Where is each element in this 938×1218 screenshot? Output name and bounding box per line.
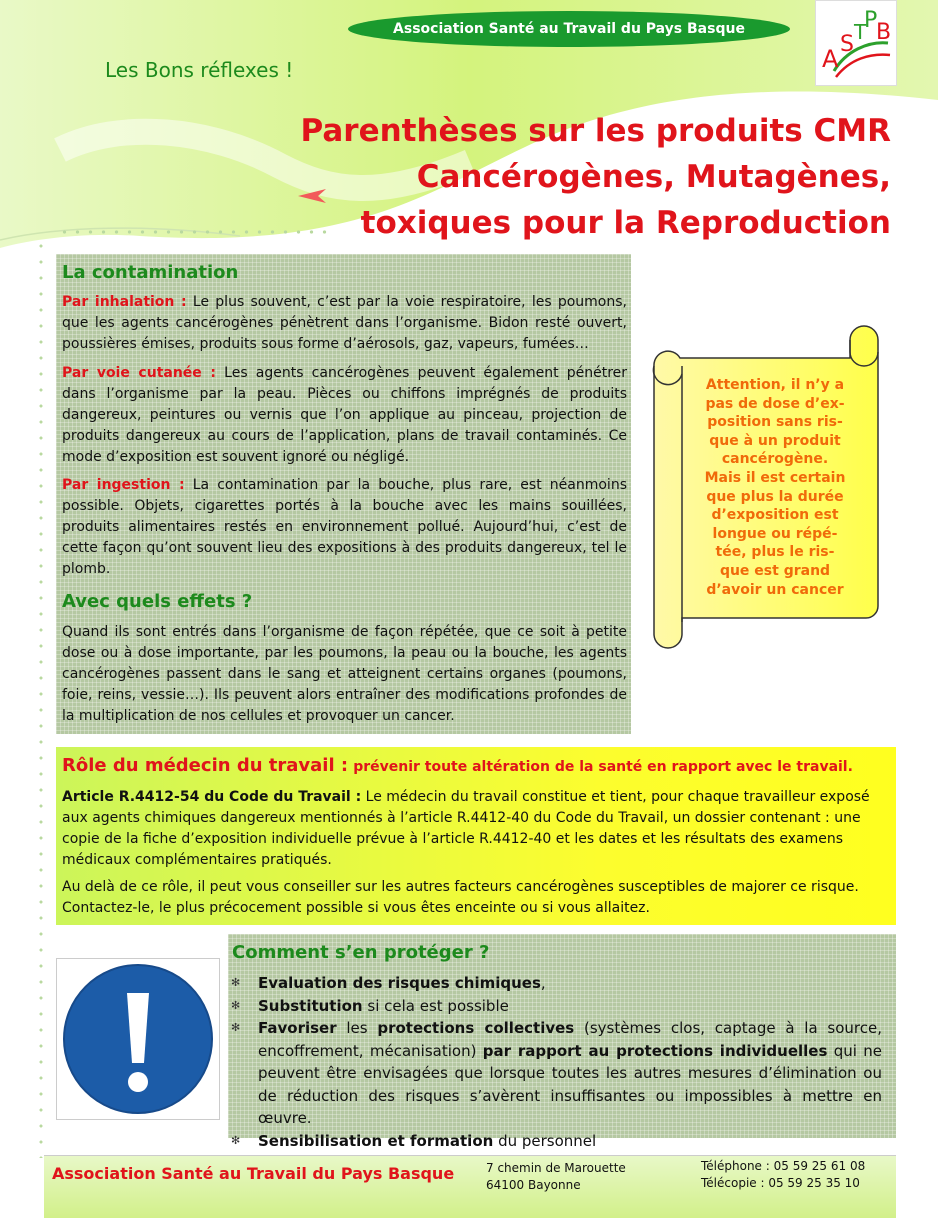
protection-panel — [228, 934, 896, 1150]
callout-line: Attention, il n’y a — [705, 377, 845, 393]
title-line: Parenthèses sur les produits CMR — [300, 113, 891, 149]
list-item: ✻ Evaluation des risques chimiques, — [228, 972, 882, 995]
role-subheading: prévenir toute altération de la santé en rapport avec le travail. — [353, 759, 853, 775]
address-line: 64100 Bayonne — [486, 1178, 581, 1192]
callout-line: d’exposition est — [711, 507, 839, 524]
exclamation-icon — [57, 959, 219, 1119]
svg-text:P: P — [864, 8, 878, 33]
contamination-heading: La contamination — [62, 262, 239, 283]
callout-line: que est grand — [719, 562, 831, 579]
callout-line: d’avoir un cancer — [706, 581, 844, 598]
advice-paragraph: Au delà de ce rôle, il peut vous conseiller sur les autres facteurs cancérogènes susceptibles de majorer ce risque. Contactez-le, le plus précocement possible si vous êtes enceinte ou si vous allaitez. — [62, 879, 859, 916]
list-item: ✻ Sensibilisation et formation du personnel — [228, 1130, 882, 1153]
footer-organization: Association Santé au Travail du Pays Basque — [52, 1164, 455, 1183]
effects-paragraph: Quand ils sont entrés dans l’organisme de façon répétée, que ce soit à petite dose ou à dose importante, par les poumons, la peau ou la bouche, les agents cancérogènes passent dans le sang et atteignent certains organes (poumons, foie, reins, vessie…). Ils peuvent alors entraîner des modifications profondes de la multiplication de nos cellules et provoquer un cancer. — [62, 624, 627, 724]
role-heading: Rôle du médecin du travail : — [62, 755, 349, 776]
title-line: toxiques pour la Reproduction — [360, 205, 891, 241]
footer — [44, 1155, 896, 1218]
effects-heading: Avec quels effets ? — [62, 591, 253, 612]
callout-line: pas de dose d’ex- — [705, 395, 845, 412]
skin-paragraph — [62, 363, 627, 468]
protection-list — [228, 972, 882, 1152]
ingestion-paragraph — [62, 475, 627, 580]
article-paragraph — [62, 787, 888, 871]
footer-contact — [701, 1158, 865, 1192]
skin-label: Par voie cutanée : — [62, 365, 216, 381]
svg-text:T: T — [854, 20, 867, 44]
callout-line: position sans ris- — [707, 414, 843, 431]
ingestion-label: Par ingestion : — [62, 477, 185, 493]
arrow-icon — [298, 187, 326, 205]
callout-line: longue ou répé- — [712, 525, 838, 542]
asterisk-bullet-icon: ✻ — [231, 1021, 241, 1034]
list-item: ✻ Substitution si cela est possible — [228, 995, 882, 1018]
svg-text:B: B — [876, 20, 892, 45]
contamination-panel — [56, 254, 631, 734]
list-item: ✻ Favoriser les protections collectives (systèmes clos, captage à la source, encoffrement, mécanisation) par rapport au protections individuelles qui ne peuvent être envisagées que lorsque toutes les autres mesures d’élimination ou de réduction des risques s’avèrent insuffisantes ou impossibles à mettre en œuvre. — [231, 1019, 883, 1127]
ingestion-text: La contamination par la bouche, plus rare, est néanmoins possible. Objets, cigarettes portés à la bouche avec les mains souillées, produits alimentaires restés en environnement pollué. Aujourd’hui, c’est de cette façon qu’ont souvent lieu des expositions à des produits dangereux, tel le plomb. — [62, 477, 627, 577]
protection-heading: Comment s’en protéger ? — [232, 942, 490, 963]
asterisk-bullet-icon: ✻ — [231, 976, 241, 989]
callout-line: tée, plus le ris- — [715, 544, 835, 561]
skin-text: Les agents cancérogènes peuvent également pénétrer dans l’organisme par la peau. Pièces ou chiffons imprégnés de produits dangereux, peintures ou vernis que l’on applique au pinceau, projection de produits dangereux au cours de l’application, plans de travail contaminés. Ce mode d’exposition est souvent ignoré ou négligé. — [62, 365, 628, 465]
mandatory-action-sign — [56, 958, 220, 1120]
tagline: Les Bons réflexes ! — [105, 58, 294, 82]
svg-text:S: S — [840, 32, 854, 57]
occupational-doctor-panel — [56, 747, 896, 925]
fax-number: Télécopie : 05 59 25 35 10 — [701, 1176, 860, 1190]
title-line: Cancérogènes, Mutagènes, — [416, 159, 891, 195]
page-title — [300, 108, 891, 246]
astpb-logo — [815, 0, 897, 86]
callout-line: que plus la durée — [706, 488, 844, 505]
callout-line: que à un produit — [709, 432, 841, 449]
callout-line: cancérogène. — [721, 451, 829, 468]
inhalation-paragraph — [62, 292, 627, 355]
asterisk-bullet-icon: ✻ — [231, 998, 241, 1012]
inhalation-label: Par inhalation : — [62, 294, 187, 310]
footer-address — [486, 1160, 626, 1194]
svg-text:A: A — [822, 45, 839, 73]
role-heading-row — [62, 755, 853, 776]
callout-line: Mais il est certain — [704, 469, 846, 486]
phone-number: Téléphone : 05 59 25 61 08 — [701, 1159, 866, 1173]
asterisk-bullet-icon: ✻ — [231, 1133, 241, 1147]
article-label: Article R.4412-54 du Code du Travail : — [62, 789, 362, 805]
dotted-border-left — [38, 238, 44, 1158]
organization-banner: Association Santé au Travail du Pays Basque — [348, 11, 790, 47]
dotted-border-top — [58, 228, 328, 236]
inhalation-text: Le plus souvent, c’est par la voie respiratoire, les poumons, que les agents cancérogènes pénètrent dans l’organisme. Bidon resté ouvert, poussières émises, produits sous forme d’aérosols, gaz, vapeurs, fumées… — [62, 294, 627, 352]
address-line: 7 chemin de Marouette — [486, 1161, 626, 1175]
carcinogen-warning-callout — [700, 376, 850, 599]
article-text: Le médecin du travail constitue et tient, pour chaque travailleur exposé aux agents chimiques dangereux mentionnés à l’article R.4412-40 du Code du Travail, un dossier contenant : une copie de la fiche d’exposition individuelle prévue à l’article R.4412-40 et les dates et les résultats des examens médicaux complémentaires pratiqués. — [62, 789, 870, 868]
